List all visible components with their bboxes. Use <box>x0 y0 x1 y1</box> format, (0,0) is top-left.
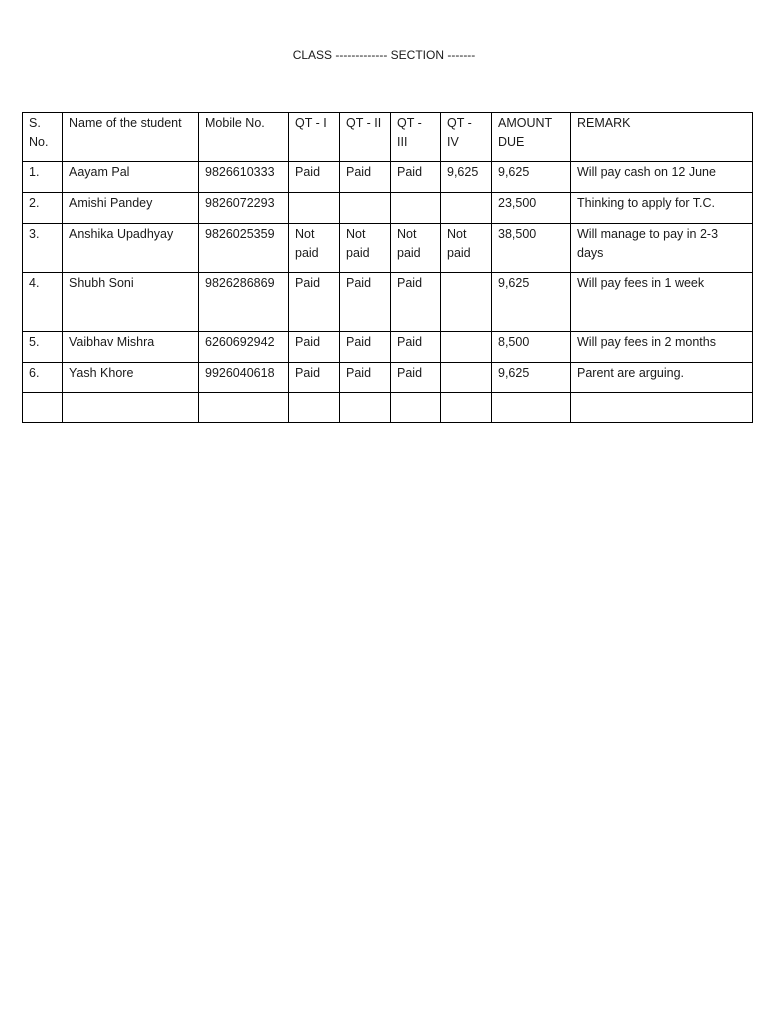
empty-cell <box>23 393 63 423</box>
header-name: Name of the student <box>63 113 199 162</box>
cell-sno: 3. <box>23 224 63 273</box>
header-qt2: QT - II <box>340 113 391 162</box>
cell-mobile: 9826025359 <box>199 224 289 273</box>
cell-name: Amishi Pandey <box>63 193 199 224</box>
header-qt1: QT - I <box>289 113 340 162</box>
cell-remark: Thinking to apply for T.C. <box>571 193 753 224</box>
header-sno: S. No. <box>23 113 63 162</box>
fee-status-table <box>22 112 753 423</box>
header-qt3: QT - III <box>391 113 441 162</box>
cell-sno: 2. <box>23 193 63 224</box>
cell-name: Aayam Pal <box>63 162 199 193</box>
cell-qt4 <box>441 332 492 363</box>
cell-qt4 <box>441 363 492 393</box>
cell-qt1: Paid <box>289 363 340 393</box>
cell-sno: 5. <box>23 332 63 363</box>
header-qt4: QT - IV <box>441 113 492 162</box>
empty-cell <box>199 393 289 423</box>
table-row <box>23 224 753 273</box>
cell-qt4: Not paid <box>441 224 492 273</box>
empty-cell <box>492 393 571 423</box>
cell-qt1 <box>289 193 340 224</box>
empty-cell <box>289 393 340 423</box>
cell-mobile: 6260692942 <box>199 332 289 363</box>
cell-qt2: Paid <box>340 162 391 193</box>
cell-name: Anshika Upadhyay <box>63 224 199 273</box>
cell-qt2: Paid <box>340 363 391 393</box>
cell-qt3: Paid <box>391 273 441 332</box>
empty-cell <box>63 393 199 423</box>
cell-amount-due: 9,625 <box>492 162 571 193</box>
cell-mobile: 9826286869 <box>199 273 289 332</box>
empty-table-row <box>23 393 753 423</box>
cell-qt2 <box>340 193 391 224</box>
cell-qt1: Paid <box>289 332 340 363</box>
table-row <box>23 363 753 393</box>
cell-sno: 1. <box>23 162 63 193</box>
cell-qt1: Not paid <box>289 224 340 273</box>
cell-sno: 4. <box>23 273 63 332</box>
cell-amount-due: 23,500 <box>492 193 571 224</box>
cell-qt3: Paid <box>391 332 441 363</box>
empty-cell <box>571 393 753 423</box>
cell-qt2: Not paid <box>340 224 391 273</box>
cell-qt1: Paid <box>289 162 340 193</box>
cell-qt3: Not paid <box>391 224 441 273</box>
header-amount-due: AMOUNT DUE <box>492 113 571 162</box>
cell-qt4: 9,625 <box>441 162 492 193</box>
cell-qt1: Paid <box>289 273 340 332</box>
cell-remark: Will manage to pay in 2-3 days <box>571 224 753 273</box>
cell-remark: Will pay fees in 1 week <box>571 273 753 332</box>
cell-remark: Will pay cash on 12 June <box>571 162 753 193</box>
table-row <box>23 162 753 193</box>
cell-remark: Will pay fees in 2 months <box>571 332 753 363</box>
cell-amount-due: 9,625 <box>492 363 571 393</box>
cell-name: Yash Khore <box>63 363 199 393</box>
cell-amount-due: 8,500 <box>492 332 571 363</box>
cell-qt4 <box>441 273 492 332</box>
cell-name: Vaibhav Mishra <box>63 332 199 363</box>
cell-mobile: 9826072293 <box>199 193 289 224</box>
cell-amount-due: 9,625 <box>492 273 571 332</box>
header-remark: REMARK <box>571 113 753 162</box>
empty-cell <box>340 393 391 423</box>
cell-sno: 6. <box>23 363 63 393</box>
cell-qt4 <box>441 193 492 224</box>
table-row <box>23 332 753 363</box>
table-header-row <box>23 113 753 162</box>
cell-amount-due: 38,500 <box>492 224 571 273</box>
cell-mobile: 9926040618 <box>199 363 289 393</box>
cell-remark: Parent are arguing. <box>571 363 753 393</box>
header-mobile: Mobile No. <box>199 113 289 162</box>
table-row <box>23 193 753 224</box>
cell-qt3 <box>391 193 441 224</box>
page-heading: CLASS ------------- SECTION ------- <box>292 48 476 62</box>
cell-name: Shubh Soni <box>63 273 199 332</box>
empty-cell <box>391 393 441 423</box>
cell-mobile: 9826610333 <box>199 162 289 193</box>
cell-qt2: Paid <box>340 273 391 332</box>
empty-cell <box>441 393 492 423</box>
table-row <box>23 273 753 332</box>
cell-qt3: Paid <box>391 363 441 393</box>
cell-qt3: Paid <box>391 162 441 193</box>
cell-qt2: Paid <box>340 332 391 363</box>
